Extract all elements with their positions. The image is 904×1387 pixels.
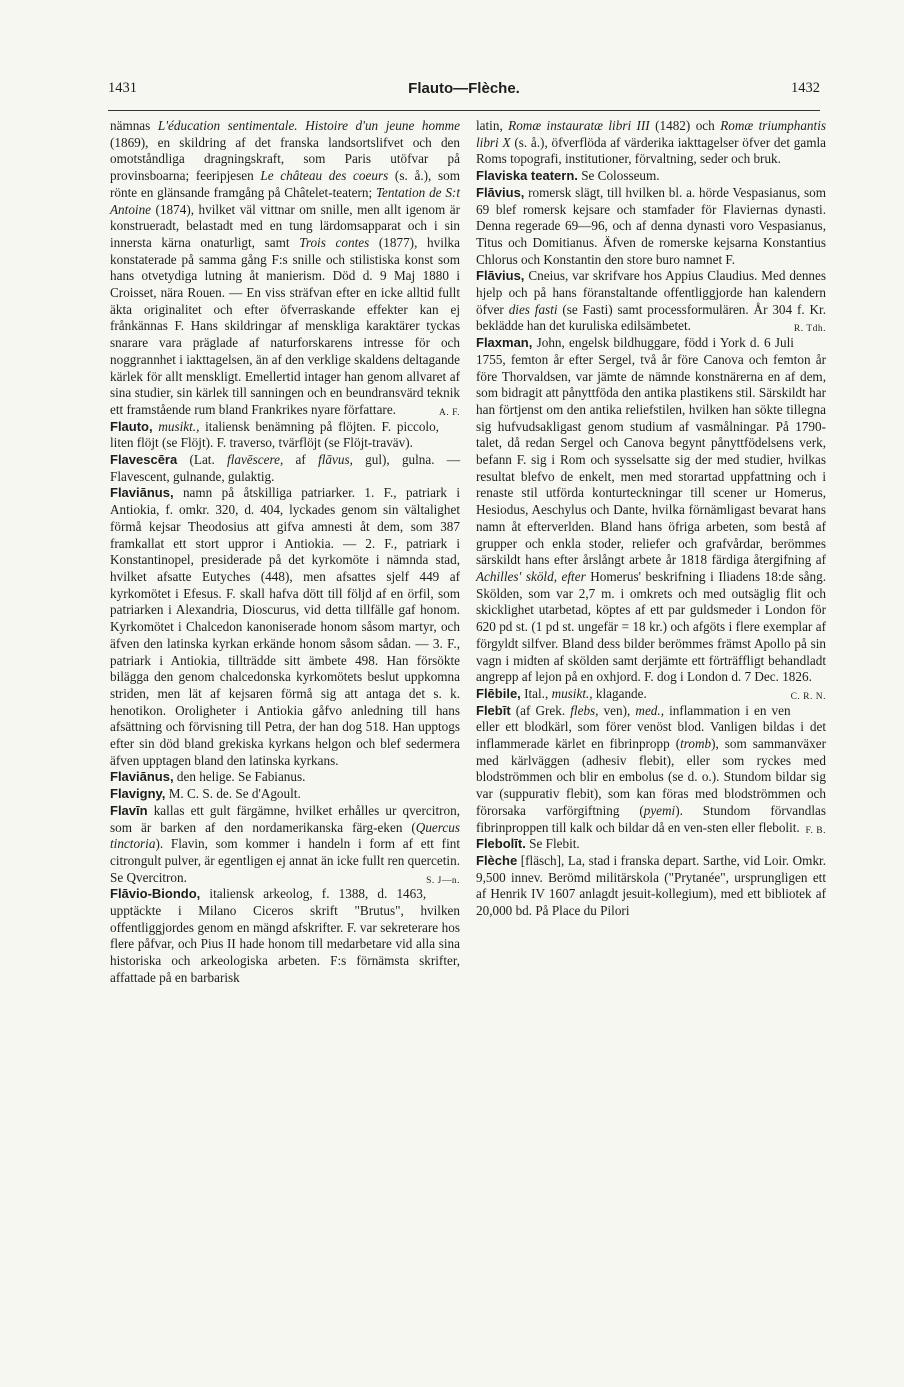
entry-flauto: Flauto, musikt., italiensk benämning på flöjten. F. piccolo, liten flöjt (se Flöjt). F. traverso, tvärflöjt (se Flöjt-traväv). [110,418,439,451]
page-number-left: 1431 [108,80,137,96]
entry-headword: Flāvio-Biondo, [110,886,201,902]
entry-headword: Flaviska teatern. [476,168,578,184]
running-header [108,80,820,106]
entry-flebolit: Flebolīt. Se Flebit. [476,836,580,852]
right-column [476,118,826,920]
left-column [110,118,460,987]
entry-headword: Flèche [476,852,518,868]
running-title: Flauto—Flèche. [408,80,520,97]
entry-flavescera: Flavescēra (Lat. flavēscere, af flāvus, gul), gulna. — Flavescent, gulnande, gulaktig. [110,452,461,484]
page-number-right: 1432 [791,80,820,96]
author-signature: C. R. N. [790,691,826,702]
entry-flebit: Flebīt (af Grek. flebs, ven), med., inflammation i en ven eller ett blodkärl, som förer venöst blod. Vanligen bildas i det inflammerade kärlet en fibrinpropp (tromb), som sammanväxer med kärlväggen (adhesiv flebit), eller som ryckes med blodströmmen och blir en embolus (se d. o.). Stundom bildar sig var (suppurativ flebit), som kan föras med blodströmmen och förorsaka varförgiftning (pyemi). Stundom förvandlas fibrinproppen till kalk och bildar då en ven-sten eller flebolit. F. B. [476,703,826,837]
author-signature: A. F. [438,407,460,418]
entry-flaubert-continued: nämnas L'éducation sentimentale. Histoire d'un jeune homme (1869), en skildring af det franska landsortslifvet och den omotståndliga dragningskraft, som Paris utöfvar på provinsboarna; feeripjesen Le château des coeurs (s. å.), som rönte en glänsande framgång på Châtelet-teatern; Tentation de S:t Antoine (1874), hvilket väl vittnar om snille, men allt igenom är konstrueradt, belastadt med en tung lärdomsapparat och i sin innersta kärna onaturligt, samt Trois contes (1877), hvilka konstaterade på samma gång F:s snille och stilistiska konst som hans otvetydiga lutning åt manierism. Död d. 9 Maj 1880 i Croisset, nära Rouen. — En viss sträfvan efter en icke alltid fullt äkta originalitet och efter öfverraskande effekter kan ej frånkännas F. Hans skildringar af menskliga karaktärer tyckas snarare vara präglade af naturforskarens intresse för och noggrannhet i iakttagelsen, än af den verklige skaldens deltagande kärlek för allt menskligt. Emellertid intager han genom allvaret af sina studier, sin kärlek till sanningen och en beundransvärd teknik ett framstående rum bland Frankrikes nyare författare. A. F. [110,118,460,419]
entry-headword: Flaviānus, [110,485,174,501]
author-signature: R. Tdh. [793,324,826,335]
entry-fleche: Flèche [fläsch], La, stad i franska depart. Sarthe, vid Loir. Omkr. 9,500 innev. Berömd militärskola ("Prytanée", ursprungligen ett af Henrik IV 1607 anlagdt jesuit-kollegium), med ett bibliotek af 20,000 bd. På Place du Pilori [476,852,826,919]
author-signature: F. B. [805,825,826,836]
entry-headword: Flaviānus, [110,769,174,785]
entry-flavianus-helige: Flaviānus, den helige. Se Fabianus. [110,769,306,785]
header-rule [108,110,820,111]
entry-flavio-biondo-continued: latin, Romæ instauratæ libri III (1482) och Romæ triumphantis libri X (s. å.), öfverflöda af värderika iakttagelser öfver det gamla Roms topografi, institutioner, förvaltning, seder och bruk. [476,118,826,167]
entry-headword: Flāvius, [476,184,525,200]
entry-headword: Flebolīt. [476,836,526,852]
entry-flavianus: Flaviānus, namn på åtskilliga patriarker. 1. F., patriark i Antiokia, f. omkr. 320, d. 404, lyckades genom sin vältalighet förmå kejsar Theodosius att gifva amnesti åt dem, som 387 framkallat ett stort uppror i Antiokia. — 2. F., patriark i Konstantinopel, presiderade på det kyrkomöte i nämnda stad, hvilket afsatte Eutyches (448), men afsattes sjelf 449 af kyrkomötet i Efesus. F. skall hafva dött till följd af en örfil, som patriarken i Alexandria, Dioscurus, vid detta tillfälle gaf honom. Kyrkomötet i Chalcedon kanoniserade honom såsom martyr, och äfven den latinska kyrkan erkände honom såsom sådan. — 3. F., patriark i Antiokia, tillträdde sitt ämbete 498. Han försökte bilägga den genom chalcedonska kyrkomötets beslut uppkomna striden, men lät af kejsaren förmå sig att antaga det s. k. henotikon. Oroligheter i Antiokia gåfvo anledning till hans afsättning och förvisning till Petra, der han dog 518. Han upptogs efter sin död bland grekiska kyrkans helgon och blef sedermera äfven upptagen bland den latinska kyrkans. [110,485,460,768]
entry-headword: Flavīn [110,802,148,818]
entry-flaviska-teatern: Flaviska teatern. Se Colosseum. [476,168,660,184]
entry-headword: Flavigny, [110,786,166,802]
entry-flavin: Flavīn kallas ett gult färgämne, hvilket erhålles ur qvercitron, som är barken af den nordamerikanska färg-eken (Quercus tinctoria). Flavin, som kommer i handeln i form af ett fint citrongult pulver, är egentligen ej annat än icke fullt ren quercetin. Se Qvercitron. S. J—n. [110,803,460,887]
entry-flebile: Flēbile, Ital., musikt., klagande. [476,685,647,701]
entry-flavius-cneius: Flāvius, Cneius, var skrifvare hos Appius Claudius. Med dennes hjelp och på hans föranstaltande offentliggjorde han kalendern öfver dies fasti (se Fasti) samt processformulären. År 304 f. Kr. beklädde han det kuruliska edilsämbetet. R. Tdh. [476,268,826,335]
entry-flavigny: Flavigny, M. C. S. de. Se d'Agoult. [110,786,301,802]
entry-headword: Flāvius, [476,268,525,284]
entry-headword: Flauto, [110,418,153,434]
entry-headword: Flebīt [476,702,511,718]
entry-flavio-biondo: Flāvio-Biondo, italiensk arkeolog, f. 1388, d. 1463, upptäckte i Milano Ciceros skrift "Brutus", hvilken offentliggjordes genom en mängd afskrifter. F. var sekreterare hos flere påfvar, och Pius II hade honom till medarbetare vid alla sina historiska och arkeologiska arbeten. F:s förnämsta skrifter, affattade på en barbarisk [110,886,460,985]
entry-flaxman: Flaxman, John, engelsk bildhuggare, född i York d. 6 Juli 1755, femton år efter Sergel, två år före Canova och femton år före Thorvaldsen, var jämte de nämnde konstnärerna en af dem, som bidragit att pånyttfödа den antika plastikens stil. Särskildt har han förtjenst om den antika reliefstilen, hvilken han sökte tillegna sig hufvudsakligast genom studium af vasmålningar. På 1790-talet, då redan Sergel och Canova begynt pånyttfödelsens verk, befann F. sig i Rom och sysselsatte sig der med studier, hvilkas resultat blefvo de enkelt, men med storartad uppfattning och i renaste stil utförda konturteckningar till scener ur Homerus, Hesiodus, Aeschylus och Dante, hvilka förnämligast bevarat hans namn åt efterverlden. Bland hans öfriga arbeten, som bestå af grupper och enkla stoder, reliefer och grafvårdar, berömmes särskildt hans efter årslångt arbete år 1818 färdiga återgifning af Achilles' sköld, efter Homerus' beskrifning i Iliadens 18:de sång. Skölden, som var 2,7 m. i omkrets och med outsäglig flit och skicklighet utarbetad, köptes af ett par guldsmeder i London för 620 pd st. (1 pd st. ungefär = 18 kr.) och afgöts i flere exemplar af förgyldt silfver. Bland dess bilder berömmes främst Apollo på sin vagn i midten af skölden samt derjämte ett förträffligt behandladt angrepp af lejon på en oxhjord. F. dog i London d. 7 Dec. 1826. C. R. N. [476,335,826,686]
entry-headword: Flaxman, [476,335,533,351]
entry-flavius-slagt: Flāvius, romersk slägt, till hvilken bl. a. hörde Vespasianus, som 69 blef romersk kejsare och stamfader för Flaviernas dynasti. Denna regerade 69—96, och af denna dynasti voro Vespasianus, Titus och Domitianus. Äfven de romerske kejsarna Konstantius Chlorus och Konstantin den store buro namnet F. [476,184,826,267]
entry-headword: Flēbile, [476,685,521,701]
author-signature: S. J—n. [426,875,460,886]
entry-headword: Flavescēra [110,452,178,468]
